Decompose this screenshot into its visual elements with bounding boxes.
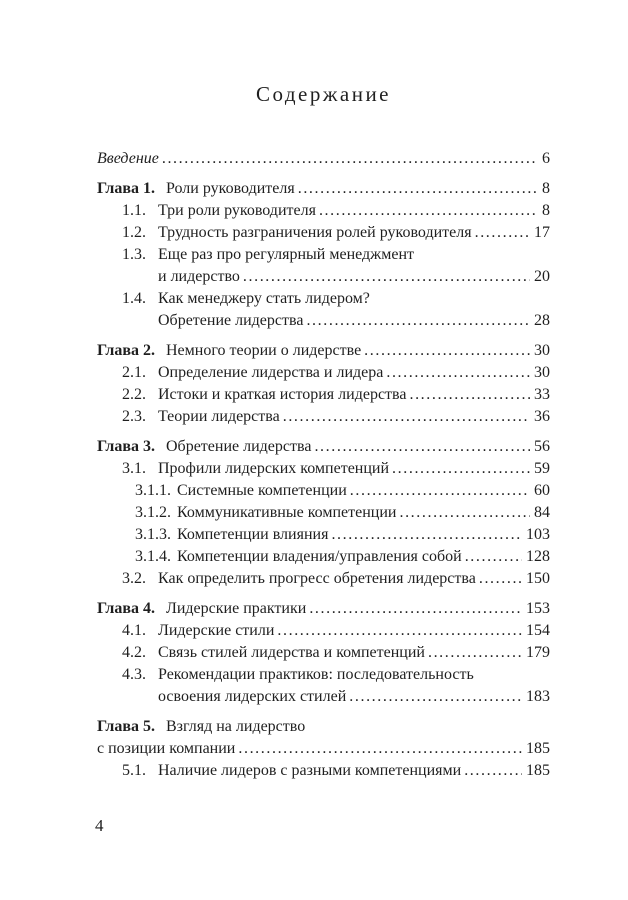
toc-line — [97, 310, 550, 332]
entry-title: Как определить прогресс обретения лидерства — [158, 570, 476, 587]
toc-list — [97, 148, 550, 782]
entry-page-number: 28 — [534, 312, 550, 329]
entry-title: с позиции компании — [97, 740, 236, 757]
folio-page-number: 4 — [95, 816, 104, 835]
entry-title: Три роли руководителя — [158, 202, 316, 219]
toc-entry — [97, 406, 550, 428]
toc-line — [97, 546, 550, 568]
entry-title: Рекомендации практиков: последовательность — [158, 666, 474, 683]
dot-leader — [298, 178, 538, 200]
toc-entry — [97, 200, 550, 222]
toc-entry — [97, 524, 550, 546]
entry-title: Обретение лидерства — [158, 312, 304, 329]
entry-page-number: 153 — [526, 600, 550, 617]
toc-line — [97, 340, 550, 362]
entry-number: 3.2. — [122, 570, 146, 587]
toc-line — [97, 642, 550, 664]
entry-number: 1.2. — [122, 224, 146, 241]
toc-entry — [97, 716, 550, 760]
dot-leader — [409, 384, 530, 406]
toc-line — [97, 620, 550, 642]
toc-line — [97, 178, 550, 200]
entry-number: Глава 3. — [97, 438, 155, 455]
entry-title: Еще раз про регулярный менеджмент — [158, 246, 415, 263]
entry-title: и лидерство — [158, 268, 240, 285]
entry-page-number: 185 — [526, 762, 550, 779]
toc-line — [97, 524, 550, 546]
toc-line — [97, 244, 550, 266]
dot-leader — [238, 738, 522, 760]
toc-entry — [97, 288, 550, 332]
dot-leader — [349, 686, 522, 708]
entry-title: Связь стилей лидерства и компетенций — [158, 644, 425, 661]
entry-title: Трудность разграничения ролей руководителя — [158, 224, 472, 241]
entry-number: 4.2. — [122, 644, 146, 661]
dot-leader — [399, 502, 530, 524]
entry-page-number: 33 — [534, 386, 550, 403]
toc-entry — [97, 480, 550, 502]
entry-title: Роли руководителя — [166, 180, 295, 197]
entry-title: Немного теории о лидерстве — [166, 342, 362, 359]
entry-number: Глава 4. — [97, 600, 155, 617]
entry-number: 1.1. — [122, 202, 146, 219]
entry-title: Профили лидерских компетенций — [158, 460, 390, 477]
toc-line — [97, 200, 550, 222]
dot-leader — [309, 598, 522, 620]
toc-entry — [97, 568, 550, 590]
dot-leader — [306, 310, 530, 332]
dot-leader — [243, 266, 530, 288]
dot-leader — [428, 642, 522, 664]
entry-number: 1.3. — [122, 246, 146, 263]
entry-page-number: 17 — [534, 224, 550, 241]
toc-entry — [97, 384, 550, 406]
toc-line — [97, 716, 550, 738]
toc-entry — [97, 244, 550, 288]
toc-line — [97, 288, 550, 310]
toc-entry — [97, 760, 550, 782]
entry-title: Введение — [97, 150, 159, 167]
dot-leader — [319, 200, 538, 222]
entry-number: 2.1. — [122, 364, 146, 381]
entry-number: 4.1. — [122, 622, 146, 639]
toc-line — [97, 598, 550, 620]
entry-number: Глава 5. — [97, 718, 155, 735]
toc-line — [97, 384, 550, 406]
entry-page-number: 36 — [534, 408, 550, 425]
entry-title: освоения лидерских стилей — [158, 688, 347, 705]
entry-number: 3.1. — [122, 460, 146, 477]
entry-page-number: 20 — [534, 268, 550, 285]
toc-line — [97, 362, 550, 384]
entry-number: 3.1.3. — [135, 526, 171, 543]
entry-title: Лидерские стили — [158, 622, 275, 639]
entry-number: 2.3. — [122, 408, 146, 425]
toc-line — [97, 686, 550, 708]
entry-page-number: 154 — [526, 622, 550, 639]
toc-entry — [97, 178, 550, 200]
toc-line — [97, 458, 550, 480]
toc-entry — [97, 340, 550, 362]
toc-line — [97, 760, 550, 782]
toc-line — [97, 436, 550, 458]
entry-number: 2.2. — [122, 386, 146, 403]
entry-page-number: 30 — [534, 342, 550, 359]
entry-page-number: 84 — [534, 504, 550, 521]
dot-leader — [479, 568, 522, 590]
toc-line — [97, 568, 550, 590]
entry-title: Компетенции владения/управления собой — [177, 548, 462, 565]
entry-page-number: 56 — [534, 438, 550, 455]
entry-title: Лидерские практики — [166, 600, 307, 617]
dot-leader — [331, 524, 522, 546]
dot-leader — [283, 406, 530, 428]
entry-number: 3.1.4. — [135, 548, 171, 565]
toc-entry — [97, 222, 550, 244]
page-title: Содержание — [255, 82, 392, 106]
entry-page-number: 128 — [526, 548, 550, 565]
entry-page-number: 185 — [526, 740, 550, 757]
entry-number: Глава 2. — [97, 342, 155, 359]
entry-page-number: 60 — [534, 482, 550, 499]
toc-line — [97, 480, 550, 502]
toc-line — [97, 222, 550, 244]
entry-title: Определение лидерства и лидера — [158, 364, 384, 381]
entry-title: Теории лидерства — [158, 408, 280, 425]
toc-line — [97, 664, 550, 686]
entry-number: 1.4. — [122, 290, 146, 307]
dot-leader — [386, 362, 530, 384]
entry-number: 3.1.2. — [135, 504, 171, 521]
entry-page-number: 59 — [534, 460, 550, 477]
toc-entry — [97, 362, 550, 384]
dot-leader — [277, 620, 522, 642]
entry-page-number: 183 — [526, 688, 550, 705]
entry-page-number: 150 — [526, 570, 550, 587]
toc-entry — [97, 598, 550, 620]
toc-entry — [97, 546, 550, 568]
entry-number: Глава 1. — [97, 180, 155, 197]
entry-page-number: 6 — [542, 150, 550, 167]
entry-number: 5.1. — [122, 762, 146, 779]
dot-leader — [464, 760, 522, 782]
dot-leader — [392, 458, 530, 480]
entry-title: Компетенции влияния — [177, 526, 329, 543]
dot-leader — [364, 340, 530, 362]
entry-title: Наличие лидеров с разными компетенциями — [158, 762, 462, 779]
dot-leader — [475, 222, 530, 244]
toc-entry — [97, 642, 550, 664]
dot-leader — [350, 480, 530, 502]
entry-title: Коммуникативные компетенции — [177, 504, 397, 521]
entry-page-number: 30 — [534, 364, 550, 381]
toc-entry — [97, 436, 550, 458]
toc-entry — [97, 148, 550, 170]
toc-entry — [97, 458, 550, 480]
toc-line — [97, 502, 550, 524]
toc-line — [97, 148, 550, 170]
entry-title: Истоки и краткая история лидерства — [158, 386, 407, 403]
entry-title: Взгляд на лидерство — [166, 718, 306, 735]
toc-entry — [97, 620, 550, 642]
toc-entry — [97, 664, 550, 708]
dot-leader — [314, 436, 530, 458]
dot-leader — [162, 148, 538, 170]
entry-number: 3.1.1. — [135, 482, 171, 499]
entry-page-number: 103 — [526, 526, 550, 543]
entry-page-number: 8 — [542, 180, 550, 197]
entry-title: Как менеджеру стать лидером? — [158, 290, 370, 307]
toc-line — [97, 266, 550, 288]
entry-page-number: 8 — [542, 202, 550, 219]
toc-entry — [97, 502, 550, 524]
entry-number: 4.3. — [122, 666, 146, 683]
entry-title: Системные компетенции — [177, 482, 347, 499]
toc-line — [97, 738, 550, 760]
entry-title: Обретение лидерства — [166, 438, 312, 455]
toc-line — [97, 406, 550, 428]
dot-leader — [465, 546, 522, 568]
entry-page-number: 179 — [526, 644, 550, 661]
